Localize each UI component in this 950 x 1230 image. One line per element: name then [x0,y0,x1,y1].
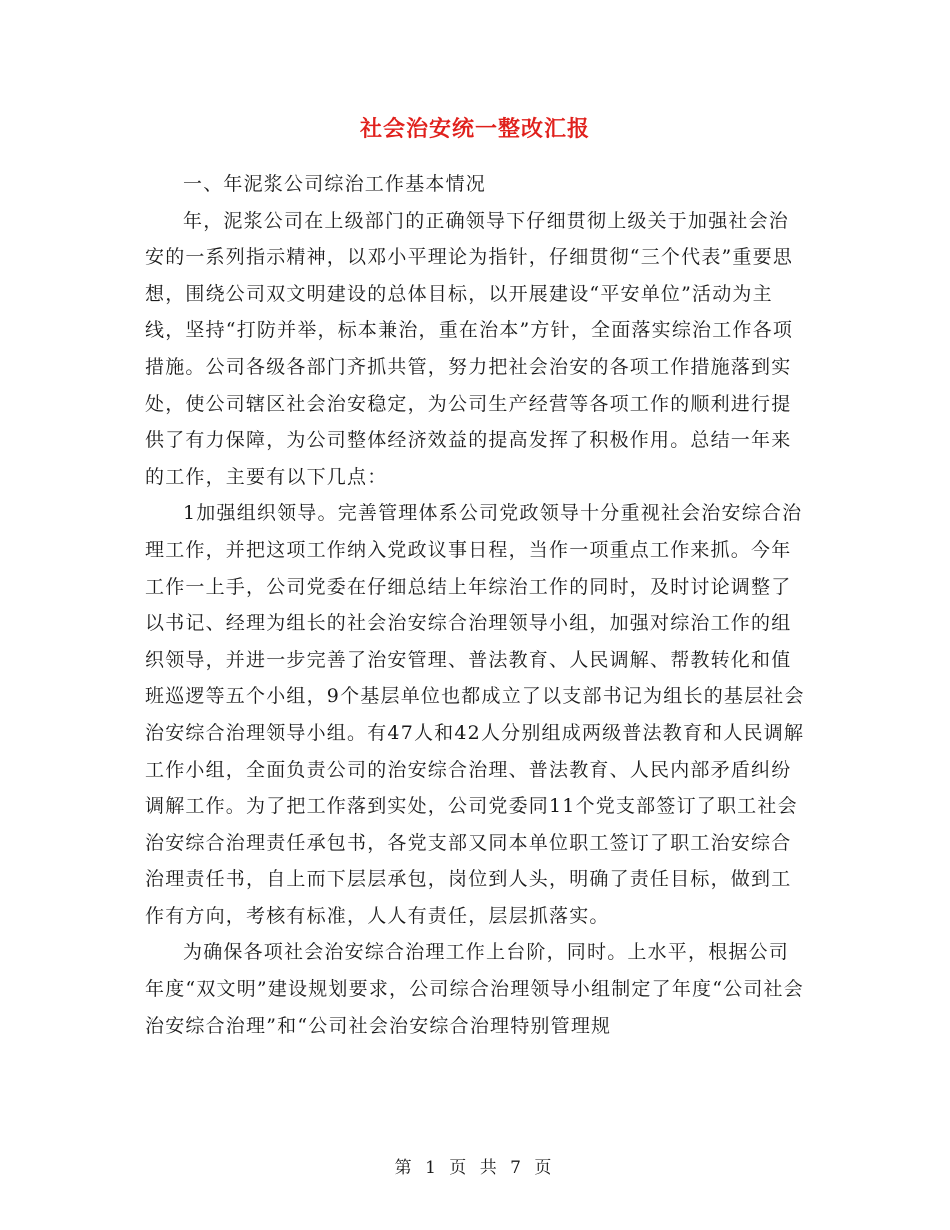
section-heading: 一、年泥浆公司综治工作基本情况 [183,173,487,195]
paragraph: 年，泥浆公司在上级部门的正确领导下仔细贯彻上级关于加强社会治安的一系列指示精神，以邓小平理论为指针，仔细贯彻“三个代表”重要思想，围绕公司双文明建设的总体目标，以开展建设“平安单位”活动为主线，坚持“打防并举，标本兼治，重在治本”方针，全面落实综治工作各项措施。公司各级各部门齐抓共管，努力把社会治安的各项工作措施落到实处，使公司辖区社会治安稳定，为公司生产经营等各项工作的顺利进行提供了有力保障，为公司整体经济效益的提高发挥了积极作用。总结一年来的工作，主要有以下几点： [145,209,794,488]
paragraph: 1加强组织领导。完善管理体系公司党政领导十分重视社会治安综合治理工作，并把这项工作纳入党政议事日程，当作一项重点工作来抓。今年工作一上手，公司党委在仔细总结上年综治工作的同时，及时讨论调整了以书记、经理为组长的社会治安综合治理领导小组，加强对综治工作的组织领导，并进一步完善了治安管理、普法教育、人民调解、帮教转化和值班巡逻等五个小组，9个基层单位也都成立了以支部书记为组长的基层社会治安综合治理领导小组。有47人和42人分别组成两级普法教育和人民调解工作小组，全面负责公司的治安综合治理、普法教育、人民内部矛盾纠纷调解工作。为了把工作落到实处，公司党委同11个党支部签订了职工社会治安综合治理责任承包书，各党支部又同本单位职工签订了职工治安综合治理责任书，自上而下层层承包，岗位到人头，明确了责任目标，做到工作有方向，考核有标准，人人有责任，层层抓落实。 [145,502,805,927]
paragraph: 为确保各项社会治安综合治理工作上台阶，同时。上水平，根据公司年度“双文明”建设规划要求，公司综合治理领导小组制定了年度“公司社会治安综合治理”和“公司社会治安综合治理特别管理规 [145,941,804,1037]
page-number-footer: 第 1 页 共 7 页 [394,1158,556,1178]
document-body [145,166,805,1044]
document-title: 社会治安统一整改汇报 [359,116,590,142]
